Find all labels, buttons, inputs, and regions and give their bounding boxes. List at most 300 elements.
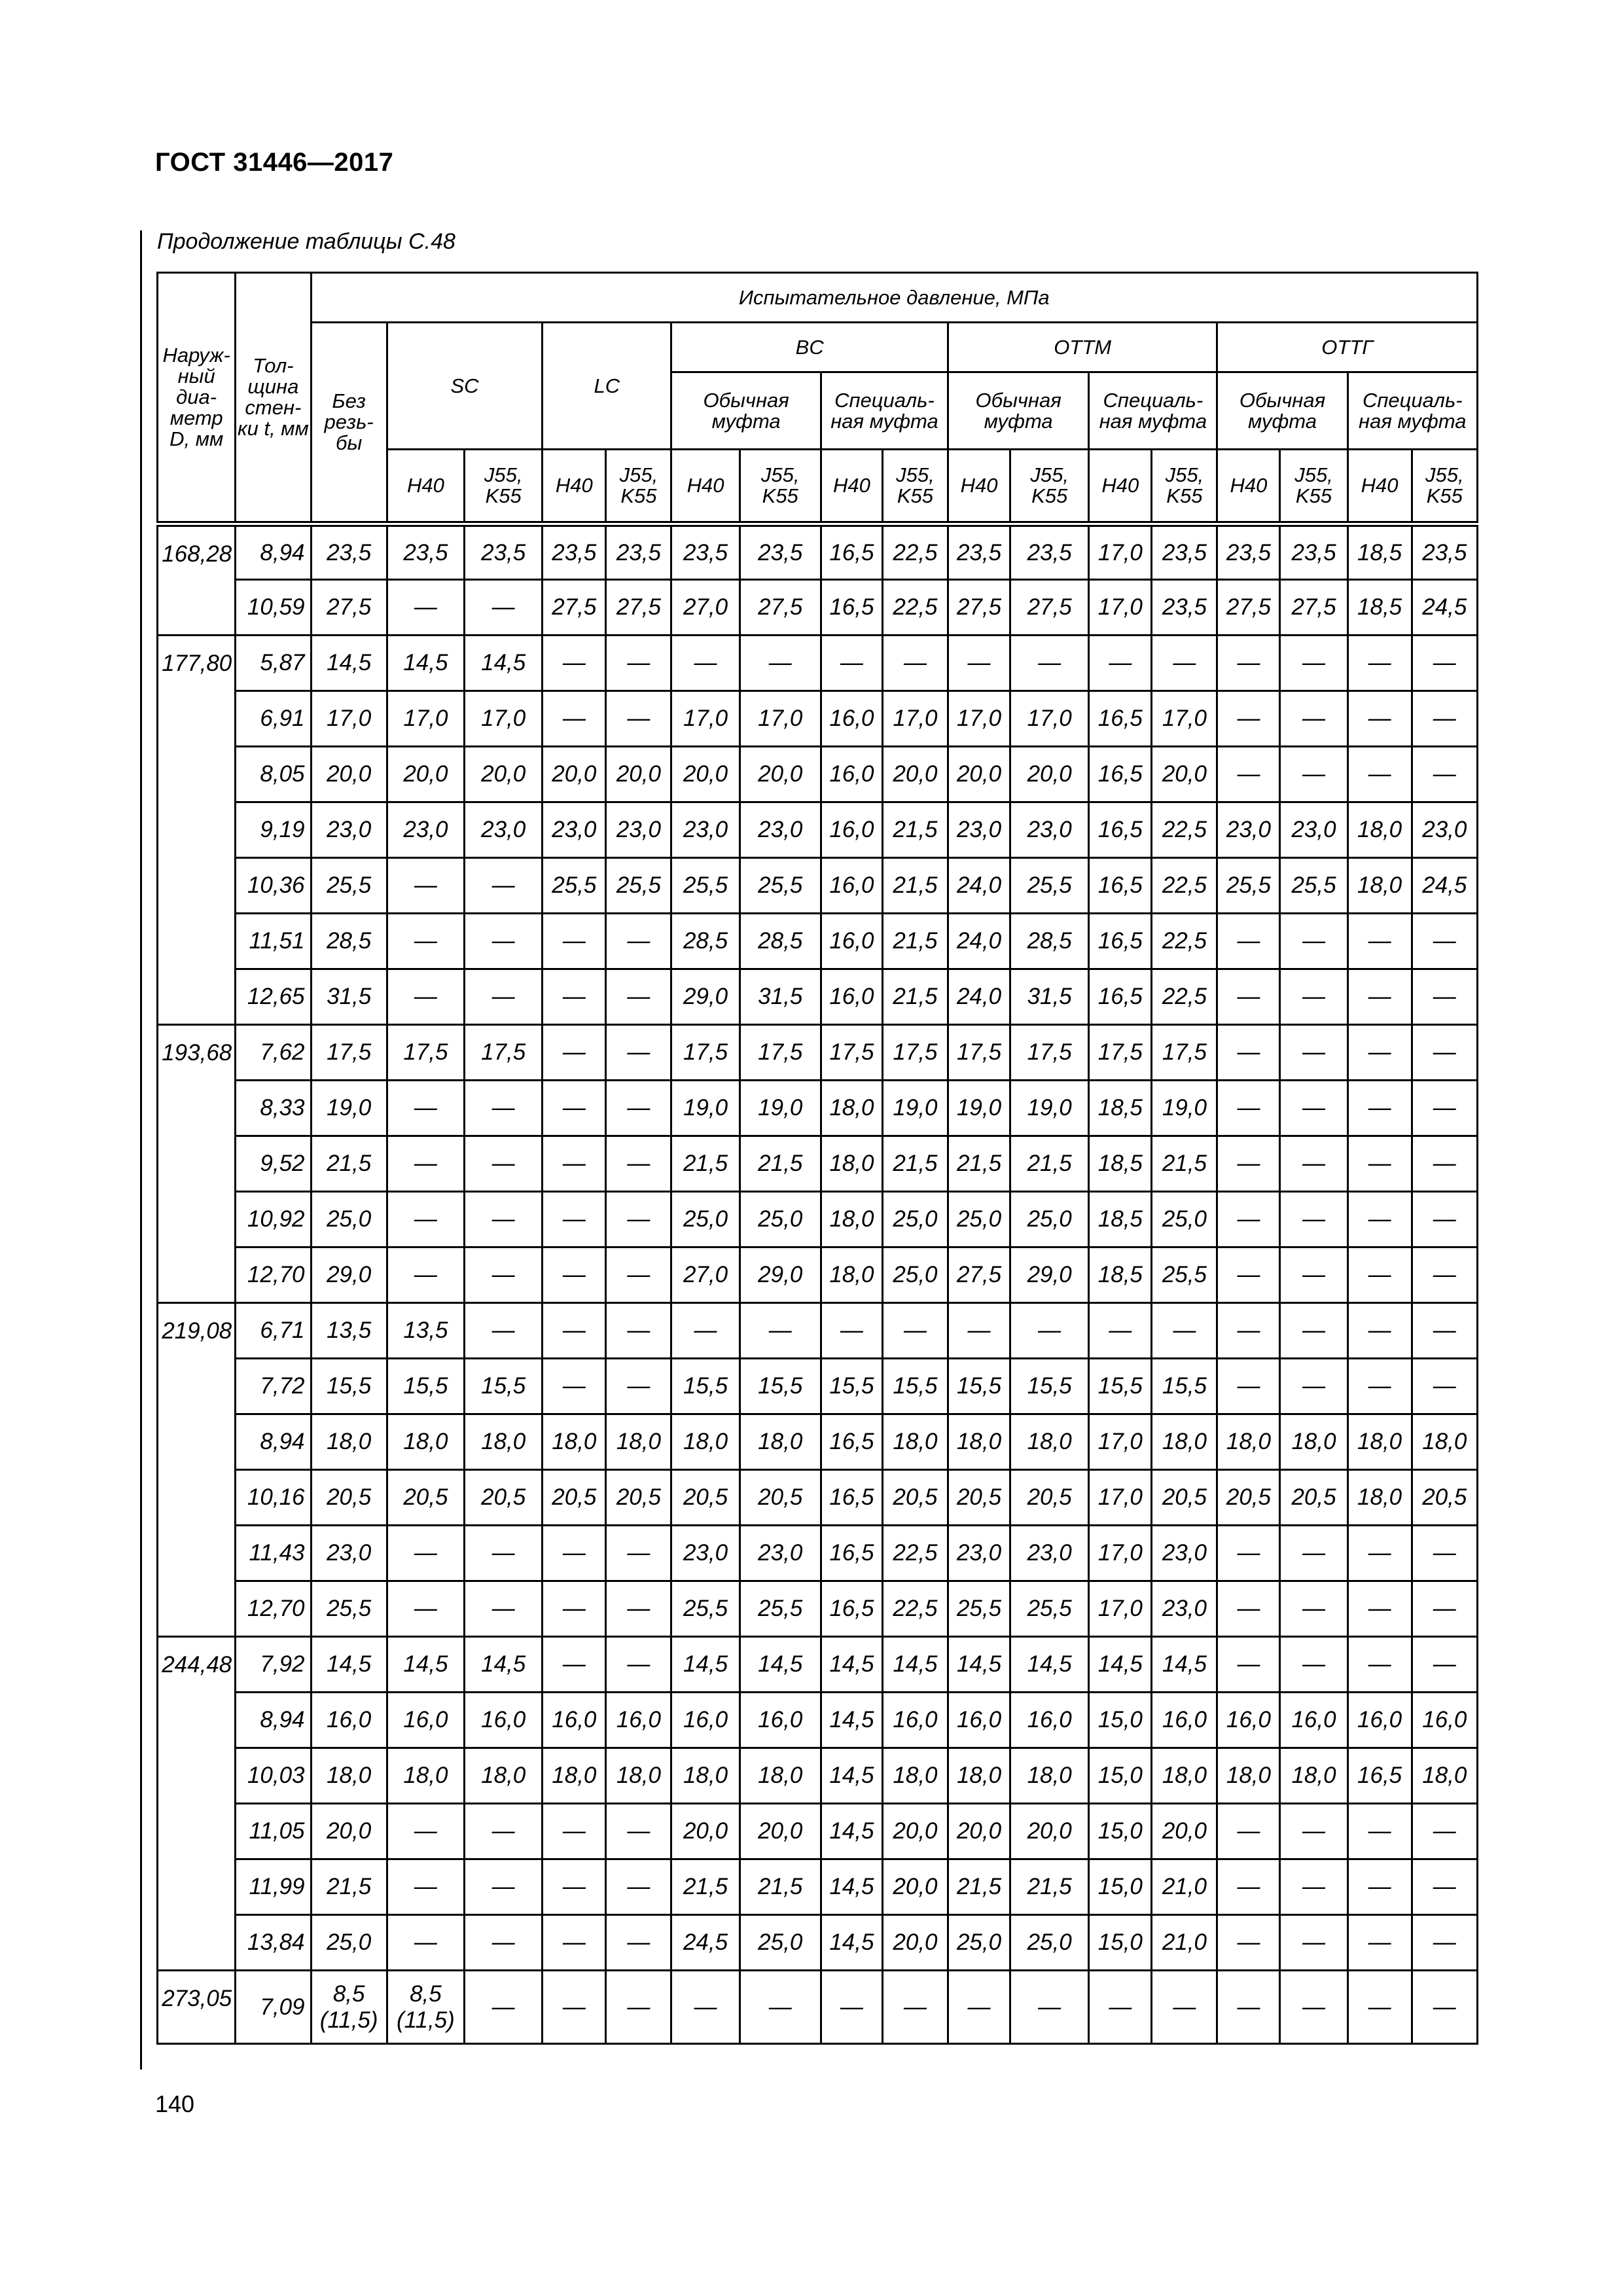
cell-pressure-value: 20,5	[671, 1470, 740, 1526]
cell-pressure-value: —	[543, 1136, 606, 1192]
cell-pressure-value: —	[606, 1247, 671, 1303]
cell-pressure-value: 17,0	[1089, 1581, 1152, 1637]
cell-pressure-value: —	[1347, 747, 1412, 802]
cell-pressure-value: 23,0	[1152, 1581, 1217, 1637]
cell-pressure-value: —	[1089, 1971, 1152, 2044]
cell-pressure-value: 31,5	[311, 969, 387, 1025]
cell-pressure-value: 21,0	[1152, 1915, 1217, 1971]
cell-wall-thickness: 8,94	[236, 524, 311, 580]
cell-pressure-value: 18,0	[740, 1414, 821, 1470]
cell-pressure-value: 16,0	[740, 1693, 821, 1748]
cell-pressure-value: 17,0	[1089, 1470, 1152, 1526]
cell-pressure-value: —	[465, 858, 543, 914]
cell-pressure-value: 23,0	[948, 802, 1010, 858]
cell-pressure-value: —	[606, 1359, 671, 1414]
cell-pressure-value: —	[465, 1581, 543, 1637]
cell-pressure-value: 22,5	[1152, 969, 1217, 1025]
cell-pressure-value: 19,0	[740, 1081, 821, 1136]
cell-pressure-value: 17,5	[1089, 1025, 1152, 1081]
cell-pressure-value: 31,5	[1010, 969, 1089, 1025]
cell-pressure-value: 29,0	[671, 969, 740, 1025]
cell-pressure-value: 16,0	[821, 802, 882, 858]
cell-pressure-value: —	[543, 1025, 606, 1081]
cell-pressure-value: 20,0	[740, 1804, 821, 1859]
cell-pressure-value: 16,5	[1089, 691, 1152, 747]
cell-pressure-value: 19,0	[311, 1081, 387, 1136]
cell-pressure-value: 16,0	[543, 1693, 606, 1748]
cell-pressure-value: 27,5	[543, 580, 606, 636]
header-grade-j55-k55: J55, K55	[1280, 450, 1347, 524]
cell-pressure-value: 20,0	[543, 747, 606, 802]
cell-outer-diameter: 177,80	[158, 636, 236, 1025]
cell-pressure-value: 23,5	[1010, 524, 1089, 580]
cell-pressure-value: 27,5	[740, 580, 821, 636]
cell-pressure-value: —	[543, 1859, 606, 1915]
cell-pressure-value: 20,0	[606, 747, 671, 802]
cell-pressure-value: —	[543, 1247, 606, 1303]
cell-pressure-value: 18,0	[606, 1414, 671, 1470]
cell-pressure-value: 23,0	[1217, 802, 1280, 858]
cell-pressure-value: —	[465, 1526, 543, 1581]
cell-pressure-value: 21,5	[1010, 1859, 1089, 1915]
cell-pressure-value: 23,0	[740, 802, 821, 858]
cell-pressure-value: 18,0	[1347, 858, 1412, 914]
cell-wall-thickness: 11,51	[236, 914, 311, 969]
cell-pressure-value: 14,5	[740, 1637, 821, 1693]
cell-pressure-value: 20,0	[311, 1804, 387, 1859]
cell-pressure-value: 15,5	[740, 1359, 821, 1414]
cell-pressure-value: —	[1280, 1025, 1347, 1081]
cell-pressure-value: —	[1347, 691, 1412, 747]
cell-pressure-value: 18,0	[1152, 1414, 1217, 1470]
cell-wall-thickness: 8,94	[236, 1693, 311, 1748]
cell-pressure-value: 18,0	[543, 1748, 606, 1804]
cell-pressure-value: 23,5	[740, 524, 821, 580]
cell-pressure-value: —	[1347, 1247, 1412, 1303]
cell-pressure-value: 23,5	[311, 524, 387, 580]
cell-pressure-value: —	[606, 1192, 671, 1247]
cell-pressure-value: —	[1280, 1192, 1347, 1247]
cell-pressure-value: 18,5	[1089, 1136, 1152, 1192]
cell-pressure-value: 18,0	[882, 1414, 948, 1470]
cell-pressure-value: —	[1280, 914, 1347, 969]
cell-pressure-value: 23,5	[1152, 580, 1217, 636]
cell-pressure-value: —	[882, 1971, 948, 2044]
cell-pressure-value: —	[1217, 747, 1280, 802]
cell-pressure-value: —	[1412, 1859, 1477, 1915]
cell-pressure-value: 18,0	[1347, 1470, 1412, 1526]
cell-pressure-value: 20,0	[882, 1804, 948, 1859]
cell-pressure-value: 18,0	[882, 1748, 948, 1804]
cell-pressure-value: 18,5	[1089, 1247, 1152, 1303]
cell-pressure-value: 18,0	[821, 1247, 882, 1303]
cell-pressure-value: 18,0	[821, 1192, 882, 1247]
cell-pressure-value: 16,5	[821, 1526, 882, 1581]
cell-pressure-value: —	[606, 1526, 671, 1581]
cell-pressure-value: 20,0	[882, 747, 948, 802]
cell-pressure-value: —	[948, 1971, 1010, 2044]
cell-pressure-value: 21,0	[1152, 1859, 1217, 1915]
cell-pressure-value: 24,5	[1412, 858, 1477, 914]
cell-pressure-value: —	[465, 1804, 543, 1859]
cell-pressure-value: 19,0	[1010, 1081, 1089, 1136]
cell-pressure-value: 17,0	[311, 691, 387, 747]
cell-pressure-value: 23,0	[1010, 1526, 1089, 1581]
cell-pressure-value: 18,5	[1347, 580, 1412, 636]
cell-pressure-value: —	[1280, 1136, 1347, 1192]
cell-pressure-value: 17,5	[1010, 1025, 1089, 1081]
cell-pressure-value: —	[1280, 1303, 1347, 1359]
table-row	[158, 1081, 1478, 1136]
cell-pressure-value: 20,5	[1152, 1470, 1217, 1526]
cell-pressure-value: 25,5	[606, 858, 671, 914]
cell-pressure-value: 25,5	[671, 858, 740, 914]
cell-pressure-value: 17,5	[465, 1025, 543, 1081]
cell-pressure-value: 14,5	[821, 1693, 882, 1748]
cell-wall-thickness: 7,62	[236, 1025, 311, 1081]
cell-pressure-value: 21,5	[882, 802, 948, 858]
cell-pressure-value: 16,0	[671, 1693, 740, 1748]
cell-pressure-value: —	[606, 1804, 671, 1859]
cell-pressure-value: —	[1412, 1526, 1477, 1581]
cell-pressure-value: 23,5	[1412, 524, 1477, 580]
cell-pressure-value: —	[543, 1526, 606, 1581]
cell-pressure-value: 23,0	[671, 1526, 740, 1581]
cell-pressure-value: 19,0	[948, 1081, 1010, 1136]
cell-pressure-value: —	[543, 914, 606, 969]
cell-pressure-value: —	[387, 1915, 464, 1971]
cell-pressure-value: —	[1010, 636, 1089, 691]
table-caption: Продолжение таблицы С.48	[157, 229, 455, 254]
cell-pressure-value: 27,5	[1217, 580, 1280, 636]
cell-pressure-value: 20,0	[1152, 747, 1217, 802]
cell-pressure-value: 14,5	[387, 1637, 464, 1693]
cell-pressure-value: 16,0	[1412, 1693, 1477, 1748]
cell-pressure-value: —	[387, 1804, 464, 1859]
cell-pressure-value: 14,5	[465, 636, 543, 691]
cell-pressure-value: 20,0	[948, 1804, 1010, 1859]
cell-pressure-value: 18,0	[465, 1414, 543, 1470]
cell-pressure-value: 16,5	[821, 524, 882, 580]
cell-pressure-value: 25,0	[671, 1192, 740, 1247]
cell-pressure-value: 20,0	[882, 1859, 948, 1915]
cell-pressure-value: 23,5	[543, 524, 606, 580]
cell-pressure-value: 20,0	[671, 1804, 740, 1859]
cell-pressure-value: 23,0	[1010, 802, 1089, 858]
cell-pressure-value: 23,5	[1152, 524, 1217, 580]
cell-pressure-value: 18,0	[465, 1748, 543, 1804]
cell-pressure-value: —	[1347, 1581, 1412, 1637]
cell-pressure-value: 20,0	[1010, 747, 1089, 802]
cell-pressure-value: —	[1217, 1136, 1280, 1192]
cell-pressure-value: 18,0	[387, 1414, 464, 1470]
cell-pressure-value: 25,5	[1010, 1581, 1089, 1637]
cell-pressure-value: 16,5	[1089, 858, 1152, 914]
cell-pressure-value: 14,5	[671, 1637, 740, 1693]
table-row	[158, 691, 1478, 747]
cell-pressure-value: —	[1217, 1081, 1280, 1136]
cell-pressure-value: 14,5	[821, 1915, 882, 1971]
cell-pressure-value: —	[1347, 914, 1412, 969]
cell-pressure-value: —	[1412, 1581, 1477, 1637]
header-grade-j55-k55: J55, K55	[606, 450, 671, 524]
cell-pressure-value: 22,5	[1152, 914, 1217, 969]
cell-pressure-value: 18,0	[1010, 1414, 1089, 1470]
cell-pressure-value: —	[1412, 1081, 1477, 1136]
cell-pressure-value: 21,5	[740, 1136, 821, 1192]
header-sc: SC	[387, 323, 543, 450]
cell-wall-thickness: 7,72	[236, 1359, 311, 1414]
cell-wall-thickness: 10,16	[236, 1470, 311, 1526]
cell-pressure-value: —	[1347, 1081, 1412, 1136]
cell-pressure-value: 25,5	[740, 1581, 821, 1637]
cell-pressure-value: —	[465, 969, 543, 1025]
cell-pressure-value: 28,5	[311, 914, 387, 969]
cell-pressure-value: 16,5	[821, 580, 882, 636]
cell-pressure-value: 21,5	[671, 1859, 740, 1915]
cell-pressure-value: 28,5	[1010, 914, 1089, 969]
cell-pressure-value: 23,0	[543, 802, 606, 858]
cell-pressure-value: —	[1280, 1581, 1347, 1637]
cell-pressure-value: 16,0	[821, 858, 882, 914]
cell-pressure-value: 16,5	[1347, 1748, 1412, 1804]
cell-pressure-value: —	[1347, 1526, 1412, 1581]
cell-pressure-value: —	[606, 1637, 671, 1693]
cell-pressure-value: 17,0	[465, 691, 543, 747]
cell-pressure-value: 25,5	[740, 858, 821, 914]
cell-pressure-value: 15,5	[1010, 1359, 1089, 1414]
cell-pressure-value: —	[1412, 969, 1477, 1025]
cell-pressure-value: 22,5	[882, 524, 948, 580]
cell-pressure-value: 19,0	[1152, 1081, 1217, 1136]
pressure-table	[156, 272, 1478, 2045]
cell-pressure-value: 25,5	[948, 1581, 1010, 1637]
cell-pressure-value: —	[821, 1303, 882, 1359]
cell-pressure-value: 17,0	[671, 691, 740, 747]
cell-pressure-value: 22,5	[882, 580, 948, 636]
header-no-thread: Без резь-бы	[311, 323, 387, 524]
cell-pressure-value: 16,0	[1152, 1693, 1217, 1748]
cell-pressure-value: 18,0	[1217, 1748, 1280, 1804]
cell-pressure-value: 16,0	[821, 747, 882, 802]
cell-pressure-value: 18,0	[311, 1748, 387, 1804]
table-row	[158, 914, 1478, 969]
cell-pressure-value: 23,0	[1280, 802, 1347, 858]
table-row	[158, 1748, 1478, 1804]
cell-pressure-value: 15,5	[882, 1359, 948, 1414]
cell-pressure-value: 17,5	[387, 1025, 464, 1081]
cell-outer-diameter: 219,08	[158, 1303, 236, 1637]
table-row	[158, 802, 1478, 858]
cell-pressure-value: 20,0	[948, 747, 1010, 802]
cell-pressure-value: —	[882, 636, 948, 691]
cell-pressure-value: 20,5	[1412, 1470, 1477, 1526]
cell-pressure-value: 21,5	[882, 969, 948, 1025]
cell-pressure-value: 25,0	[882, 1247, 948, 1303]
cell-pressure-value: 17,0	[387, 691, 464, 747]
cell-pressure-value: —	[1412, 1303, 1477, 1359]
cell-pressure-value: 25,5	[543, 858, 606, 914]
cell-pressure-value: 18,0	[387, 1748, 464, 1804]
cell-pressure-value: —	[1412, 1915, 1477, 1971]
cell-pressure-value: 18,0	[1347, 802, 1412, 858]
cell-pressure-value: 16,5	[1089, 969, 1152, 1025]
cell-pressure-value: 18,0	[1412, 1414, 1477, 1470]
cell-outer-diameter: 273,05	[158, 1971, 236, 2044]
cell-pressure-value: 21,5	[1152, 1136, 1217, 1192]
header-ottm-special: Специаль-ная муфта	[1089, 372, 1217, 450]
cell-pressure-value: 18,0	[1152, 1748, 1217, 1804]
cell-pressure-value: 17,5	[311, 1025, 387, 1081]
cell-pressure-value: 20,5	[948, 1470, 1010, 1526]
cell-pressure-value: 21,5	[948, 1136, 1010, 1192]
cell-pressure-value: —	[1412, 636, 1477, 691]
cell-pressure-value: —	[465, 914, 543, 969]
cell-pressure-value: —	[821, 1971, 882, 2044]
table-row	[158, 580, 1478, 636]
header-outer-diameter: Наруж-ный диа-метр D, мм	[158, 273, 236, 524]
cell-pressure-value: —	[1217, 1971, 1280, 2044]
cell-pressure-value: —	[1152, 1971, 1217, 2044]
cell-pressure-value: —	[1217, 914, 1280, 969]
cell-pressure-value: —	[1280, 1971, 1347, 2044]
cell-pressure-value: 25,0	[948, 1192, 1010, 1247]
table-row	[158, 524, 1478, 580]
cell-pressure-value: —	[1089, 1303, 1152, 1359]
page-number: 140	[155, 2090, 195, 2117]
cell-pressure-value: 22,5	[882, 1581, 948, 1637]
cell-pressure-value: —	[740, 636, 821, 691]
header-grade-h40: H40	[948, 450, 1010, 524]
cell-pressure-value: 17,0	[948, 691, 1010, 747]
cell-pressure-value: 25,0	[740, 1192, 821, 1247]
cell-outer-diameter: 193,68	[158, 1025, 236, 1303]
cell-pressure-value: —	[1217, 1247, 1280, 1303]
cell-pressure-value: 23,0	[671, 802, 740, 858]
cell-pressure-value: 20,0	[387, 747, 464, 802]
cell-pressure-value: —	[387, 858, 464, 914]
cell-pressure-value: 18,5	[1089, 1192, 1152, 1247]
cell-pressure-value: —	[543, 1581, 606, 1637]
cell-pressure-value: —	[1217, 1804, 1280, 1859]
cell-pressure-value: 24,0	[948, 858, 1010, 914]
cell-pressure-value: 16,0	[606, 1693, 671, 1748]
cell-wall-thickness: 11,05	[236, 1804, 311, 1859]
cell-pressure-value: 20,5	[543, 1470, 606, 1526]
header-ottm: OTTM	[948, 323, 1217, 372]
cell-pressure-value: 23,5	[948, 524, 1010, 580]
cell-pressure-value: 16,0	[311, 1693, 387, 1748]
cell-pressure-value: —	[1280, 636, 1347, 691]
cell-pressure-value: 16,0	[882, 1693, 948, 1748]
cell-pressure-value: —	[465, 1136, 543, 1192]
cell-pressure-value: 15,0	[1089, 1804, 1152, 1859]
cell-pressure-value: 25,5	[1280, 858, 1347, 914]
table-row	[158, 1359, 1478, 1414]
cell-pressure-value: 20,0	[1010, 1804, 1089, 1859]
cell-pressure-value: 14,5	[465, 1637, 543, 1693]
revision-bar	[140, 230, 142, 2070]
cell-pressure-value: 8,5 (11,5)	[387, 1971, 464, 2044]
cell-pressure-value: —	[740, 1971, 821, 2044]
header-grade-h40: H40	[1347, 450, 1412, 524]
cell-pressure-value: —	[948, 1303, 1010, 1359]
cell-wall-thickness: 7,92	[236, 1637, 311, 1693]
cell-pressure-value: —	[543, 636, 606, 691]
cell-pressure-value: —	[1347, 1359, 1412, 1414]
cell-pressure-value: 20,5	[1217, 1470, 1280, 1526]
cell-pressure-value: —	[1412, 914, 1477, 969]
cell-pressure-value: —	[387, 969, 464, 1025]
cell-pressure-value: 15,5	[311, 1359, 387, 1414]
table-row	[158, 969, 1478, 1025]
cell-pressure-value: 8,5 (11,5)	[311, 1971, 387, 2044]
cell-pressure-value: —	[606, 691, 671, 747]
cell-pressure-value: 25,0	[311, 1915, 387, 1971]
header-grade-j55-k55: J55, K55	[740, 450, 821, 524]
cell-pressure-value: 17,0	[1089, 580, 1152, 636]
cell-pressure-value: 16,5	[1089, 802, 1152, 858]
cell-wall-thickness: 8,33	[236, 1081, 311, 1136]
cell-pressure-value: —	[1412, 1025, 1477, 1081]
cell-pressure-value: 23,5	[387, 524, 464, 580]
cell-pressure-value: 18,0	[821, 1136, 882, 1192]
cell-pressure-value: —	[671, 1303, 740, 1359]
cell-pressure-value: 28,5	[671, 914, 740, 969]
cell-pressure-value: 20,0	[740, 747, 821, 802]
cell-pressure-value: —	[543, 1971, 606, 2044]
cell-pressure-value: —	[543, 1081, 606, 1136]
cell-pressure-value: —	[1010, 1971, 1089, 2044]
cell-pressure-value: 18,0	[671, 1748, 740, 1804]
cell-pressure-value: 20,0	[882, 1915, 948, 1971]
cell-pressure-value: —	[543, 1804, 606, 1859]
table-row	[158, 1693, 1478, 1748]
cell-pressure-value: —	[543, 1359, 606, 1414]
cell-pressure-value: —	[606, 1915, 671, 1971]
cell-pressure-value: —	[1280, 1915, 1347, 1971]
cell-pressure-value: —	[606, 1025, 671, 1081]
cell-pressure-value: —	[1280, 1081, 1347, 1136]
table-row	[158, 1915, 1478, 1971]
cell-pressure-value: 14,5	[882, 1637, 948, 1693]
cell-pressure-value: 17,0	[1089, 1414, 1152, 1470]
cell-pressure-value: 20,5	[311, 1470, 387, 1526]
cell-pressure-value: 16,0	[1280, 1693, 1347, 1748]
header-grade-j55-k55: J55, K55	[1152, 450, 1217, 524]
cell-wall-thickness: 6,91	[236, 691, 311, 747]
cell-wall-thickness: 11,99	[236, 1859, 311, 1915]
cell-pressure-value: —	[387, 1526, 464, 1581]
table-row	[158, 1971, 1478, 2044]
cell-pressure-value: 16,0	[1217, 1693, 1280, 1748]
cell-pressure-value: —	[1217, 636, 1280, 691]
header-wall-thickness: Тол-щина стен-ки t, мм	[236, 273, 311, 524]
header-ottg-special: Специаль-ная муфта	[1347, 372, 1477, 450]
cell-pressure-value: 17,0	[740, 691, 821, 747]
cell-pressure-value: —	[1280, 747, 1347, 802]
cell-pressure-value: 15,0	[1089, 1859, 1152, 1915]
cell-pressure-value: 18,0	[311, 1414, 387, 1470]
cell-pressure-value: —	[465, 1859, 543, 1915]
cell-pressure-value: 18,0	[1010, 1748, 1089, 1804]
cell-pressure-value: 14,5	[821, 1859, 882, 1915]
cell-pressure-value: —	[671, 636, 740, 691]
cell-pressure-value: 14,5	[311, 1637, 387, 1693]
cell-pressure-value: 17,0	[1010, 691, 1089, 747]
cell-pressure-value: 14,5	[311, 636, 387, 691]
cell-pressure-value: 16,0	[821, 914, 882, 969]
